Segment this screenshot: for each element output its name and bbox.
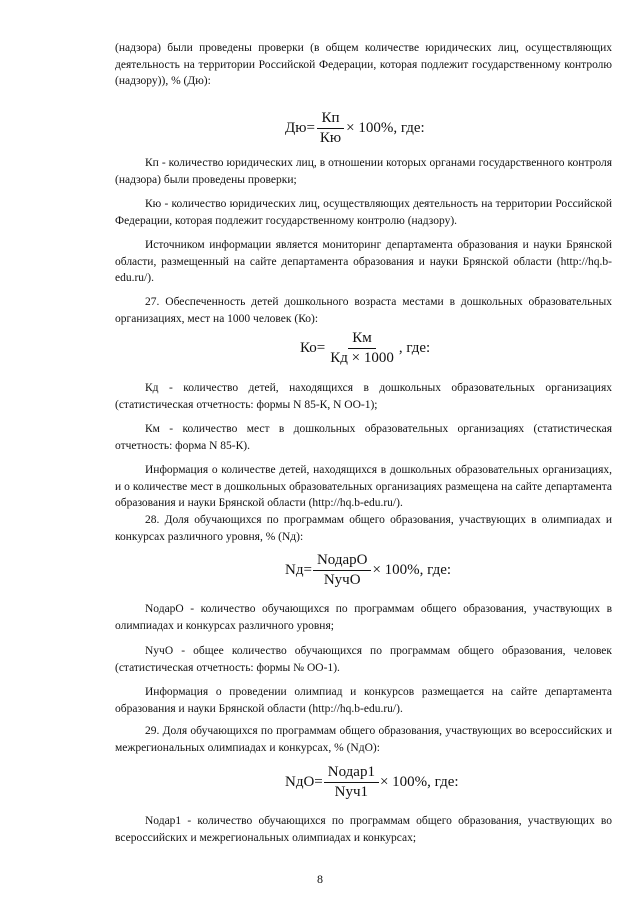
paragraph-intro-continued: (надзора) были проведены проверки (в общем количестве юридических лиц, осуществляющих деятельность на территории Российской Федерации, которая подлежит государственному контролю (надзору)), % (Дю):	[115, 42, 612, 87]
paragraph-km-definition: Км - количество мест в дошкольных образовательных организациях (статистическая отчетность: форма N 85-К).	[115, 423, 612, 452]
paragraph-section-29: 29. Доля обучающихся по программам общего образования, участвующих во всероссийских и межрегиональных олимпиадах и конкурсах, % (NдО):	[115, 725, 612, 754]
paragraph-kyu-definition: Кю - количество юридических лиц, осуществляющих деятельность на территории Российской Федерации, которая подлежит государственному контролю (надзору).	[115, 198, 612, 227]
formula-du	[285, 110, 425, 147]
formula-ndo-numerator: Nодар1	[324, 764, 379, 783]
formula-ko-lhs: Ко=	[300, 340, 326, 356]
formula-nd-lhs: Nд=	[285, 562, 312, 578]
paragraph-kp-definition: Кп - количество юридических лиц, в отношении которых органами государственного контроля (надзора) были проведены проверки;	[115, 157, 612, 186]
formula-ndo-rhs: × 100%, где:	[379, 774, 459, 790]
formula-ndo-fraction	[324, 764, 379, 801]
paragraph-section-28: 28. Доля обучающихся по программам общего образования, участвующих в олимпиадах и конкурсах различного уровня, % (Nд):	[115, 514, 612, 543]
formula-du-fraction	[316, 110, 345, 147]
formula-ko-fraction	[326, 330, 398, 367]
paragraph-nodaro-definition: NодарО - количество обучающихся по программам общего образования, участвующих в олимпиадах и конкурсах различного уровня;	[115, 603, 612, 632]
formula-du-numerator: Кп	[317, 110, 343, 129]
formula-du-lhs: Дю=	[285, 120, 315, 136]
page-number: 8	[317, 872, 323, 886]
formula-ndo	[285, 764, 459, 801]
paragraph-info-children: Информация о количестве детей, находящихся в дошкольных образовательных организациях, и о количестве мест в дошкольных образовательных организациях размещена на сайте департамента образования и науки Брянской области (http://hq.b-edu.ru/).	[115, 464, 612, 509]
paragraph-nucho-definition: NучО - общее количество обучающихся по программам общего образования, человек (статистическая отчетность: формы № ОО-1).	[115, 645, 612, 674]
formula-ko-denominator: Кд × 1000	[330, 350, 394, 366]
formula-ko-numerator: Км	[348, 330, 376, 349]
formula-ndo-lhs: NдО=	[285, 774, 323, 790]
paragraph-section-27: 27. Обеспеченность детей дошкольного возраста местами в дошкольных образовательных организациях, мест на 1000 человек (Ко):	[115, 296, 612, 325]
formula-nd-fraction	[313, 552, 372, 589]
paragraph-kd-definition: Кд - количество детей, находящихся в дошкольных образовательных организациях (статистическая отчетность: формы N 85-К, N ОО-1);	[115, 382, 612, 411]
paragraph-info-olympiads: Информация о проведении олимпиад и конкурсов размещается на сайте департамента образования и науки Брянской области (http://hq.b-edu.ru/).	[115, 686, 612, 715]
paragraph-nodar1-definition: Nодар1 - количество обучающихся по программам общего образования, участвующих во всероссийских и межрегиональных олимпиадах и конкурсах;	[115, 815, 612, 844]
formula-nd-rhs: × 100%, где:	[372, 562, 452, 578]
formula-nd	[285, 552, 451, 589]
formula-ko-rhs: , где:	[398, 340, 431, 356]
formula-du-denominator: Кю	[319, 130, 342, 146]
formula-du-rhs: × 100%, где:	[346, 120, 425, 136]
formula-ndo-denominator: Nуч1	[334, 784, 369, 800]
paragraph-info-source: Источником информации является мониторинг департамента образования и науки Брянской области, размещенный на сайте департамента образования и науки Брянской области (http://hq.b-edu.ru/).	[115, 239, 612, 284]
formula-nd-numerator: NодарО	[313, 552, 372, 571]
formula-ko	[300, 330, 430, 367]
formula-nd-denominator: NучО	[323, 572, 361, 588]
